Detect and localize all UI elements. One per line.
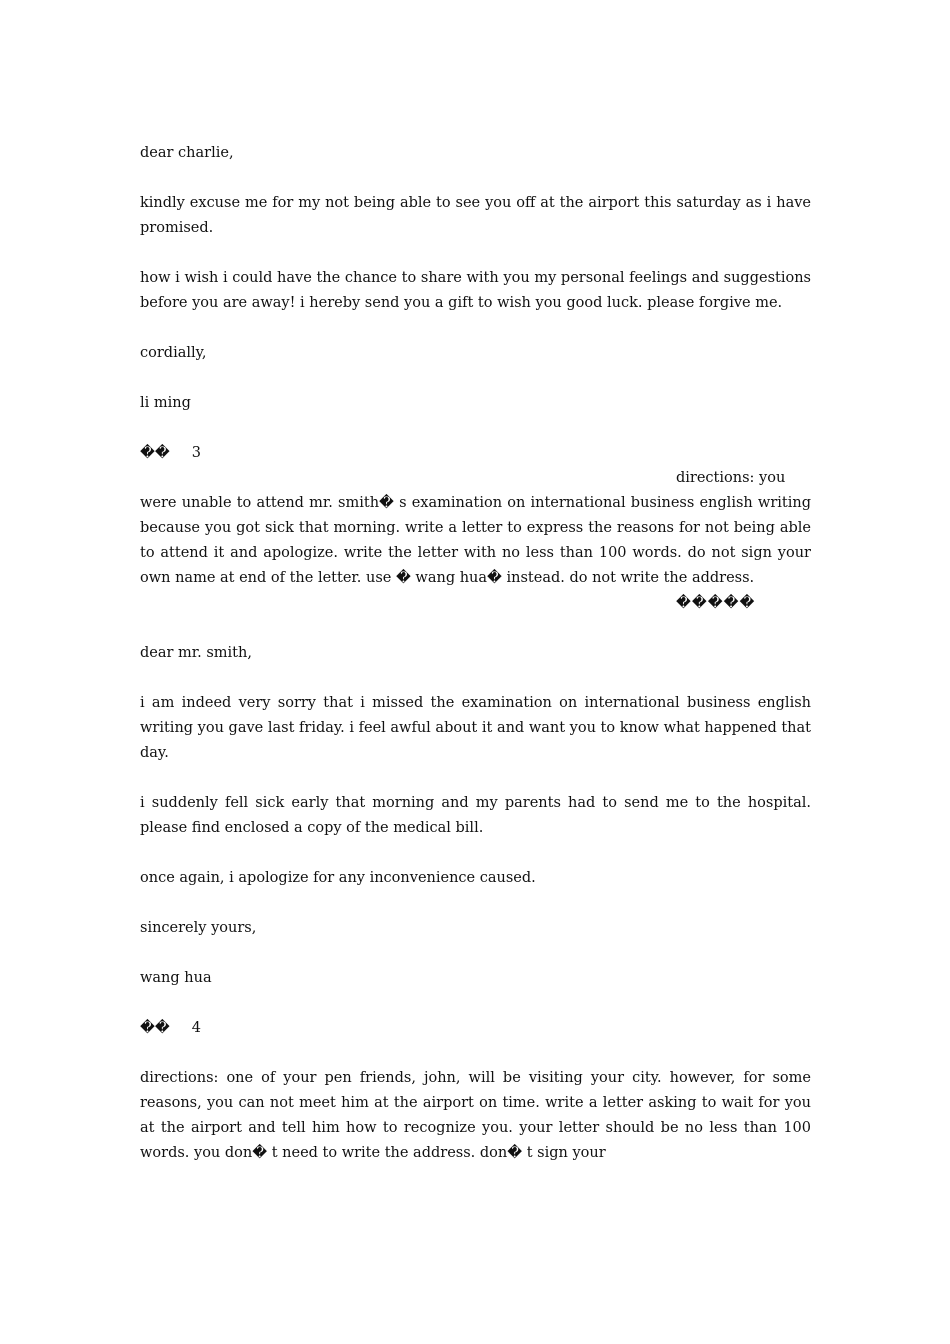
question3-directions: were unable to attend mr. smith� s examination on international business english writing because you got sick that morning. write a letter to express the reasons for not being able to attend it and apologize. write the letter with no less than 100 words. do not sign your own name at end of the letter. use � wang hua� instead. do not write the address. [140, 495, 811, 586]
letter2-closing: sincerely yours, [140, 920, 257, 936]
question4-label-prefix: �� [140, 1020, 170, 1036]
letter1-salutation: dear charlie, [140, 145, 234, 161]
letter2-salutation: dear mr. smith, [140, 645, 252, 661]
question4-label-number: 4 [191, 1020, 201, 1036]
question4-directions: directions: one of your pen friends, john, will be visiting your city. however, for some reasons, you can not meet him at the airport on time. write a letter asking to wait for you at the airport and tell him how to recognize you. your letter should be no less than 100 words. you don� t need to write the address. don� t sign your [140, 1070, 811, 1161]
question3-label [140, 441, 811, 466]
letter1-closing: cordially, [140, 345, 207, 361]
question3-label-number: 3 [191, 445, 201, 461]
letter2-paragraph-2: i suddenly fell sick early that morning and my parents had to send me to the hospital. please find enclosed a copy of the medical bill. [140, 795, 811, 836]
letter2-paragraph-3: once again, i apologize for any inconvenience caused. [140, 870, 536, 886]
question3-directions-start: directions: you [676, 470, 786, 486]
document-body [140, 141, 811, 1166]
question3-trailing-mark: ����� [676, 595, 756, 611]
letter2-paragraph-1: i am indeed very sorry that i missed the examination on international business english writing you gave last friday. i feel awful about it and want you to know what happened that day. [140, 695, 811, 761]
question4-label [140, 1016, 811, 1041]
letter1-signature: li ming [140, 395, 191, 411]
letter1-paragraph-2: how i wish i could have the chance to share with you my personal feelings and suggestions before you are away! i hereby send you a gift to wish you good luck. please forgive me. [140, 270, 811, 311]
letter1-paragraph-1: kindly excuse me for my not being able to see you off at the airport this saturday as i have promised. [140, 195, 811, 236]
letter2-signature: wang hua [140, 970, 212, 986]
question3-label-prefix: �� [140, 445, 170, 461]
